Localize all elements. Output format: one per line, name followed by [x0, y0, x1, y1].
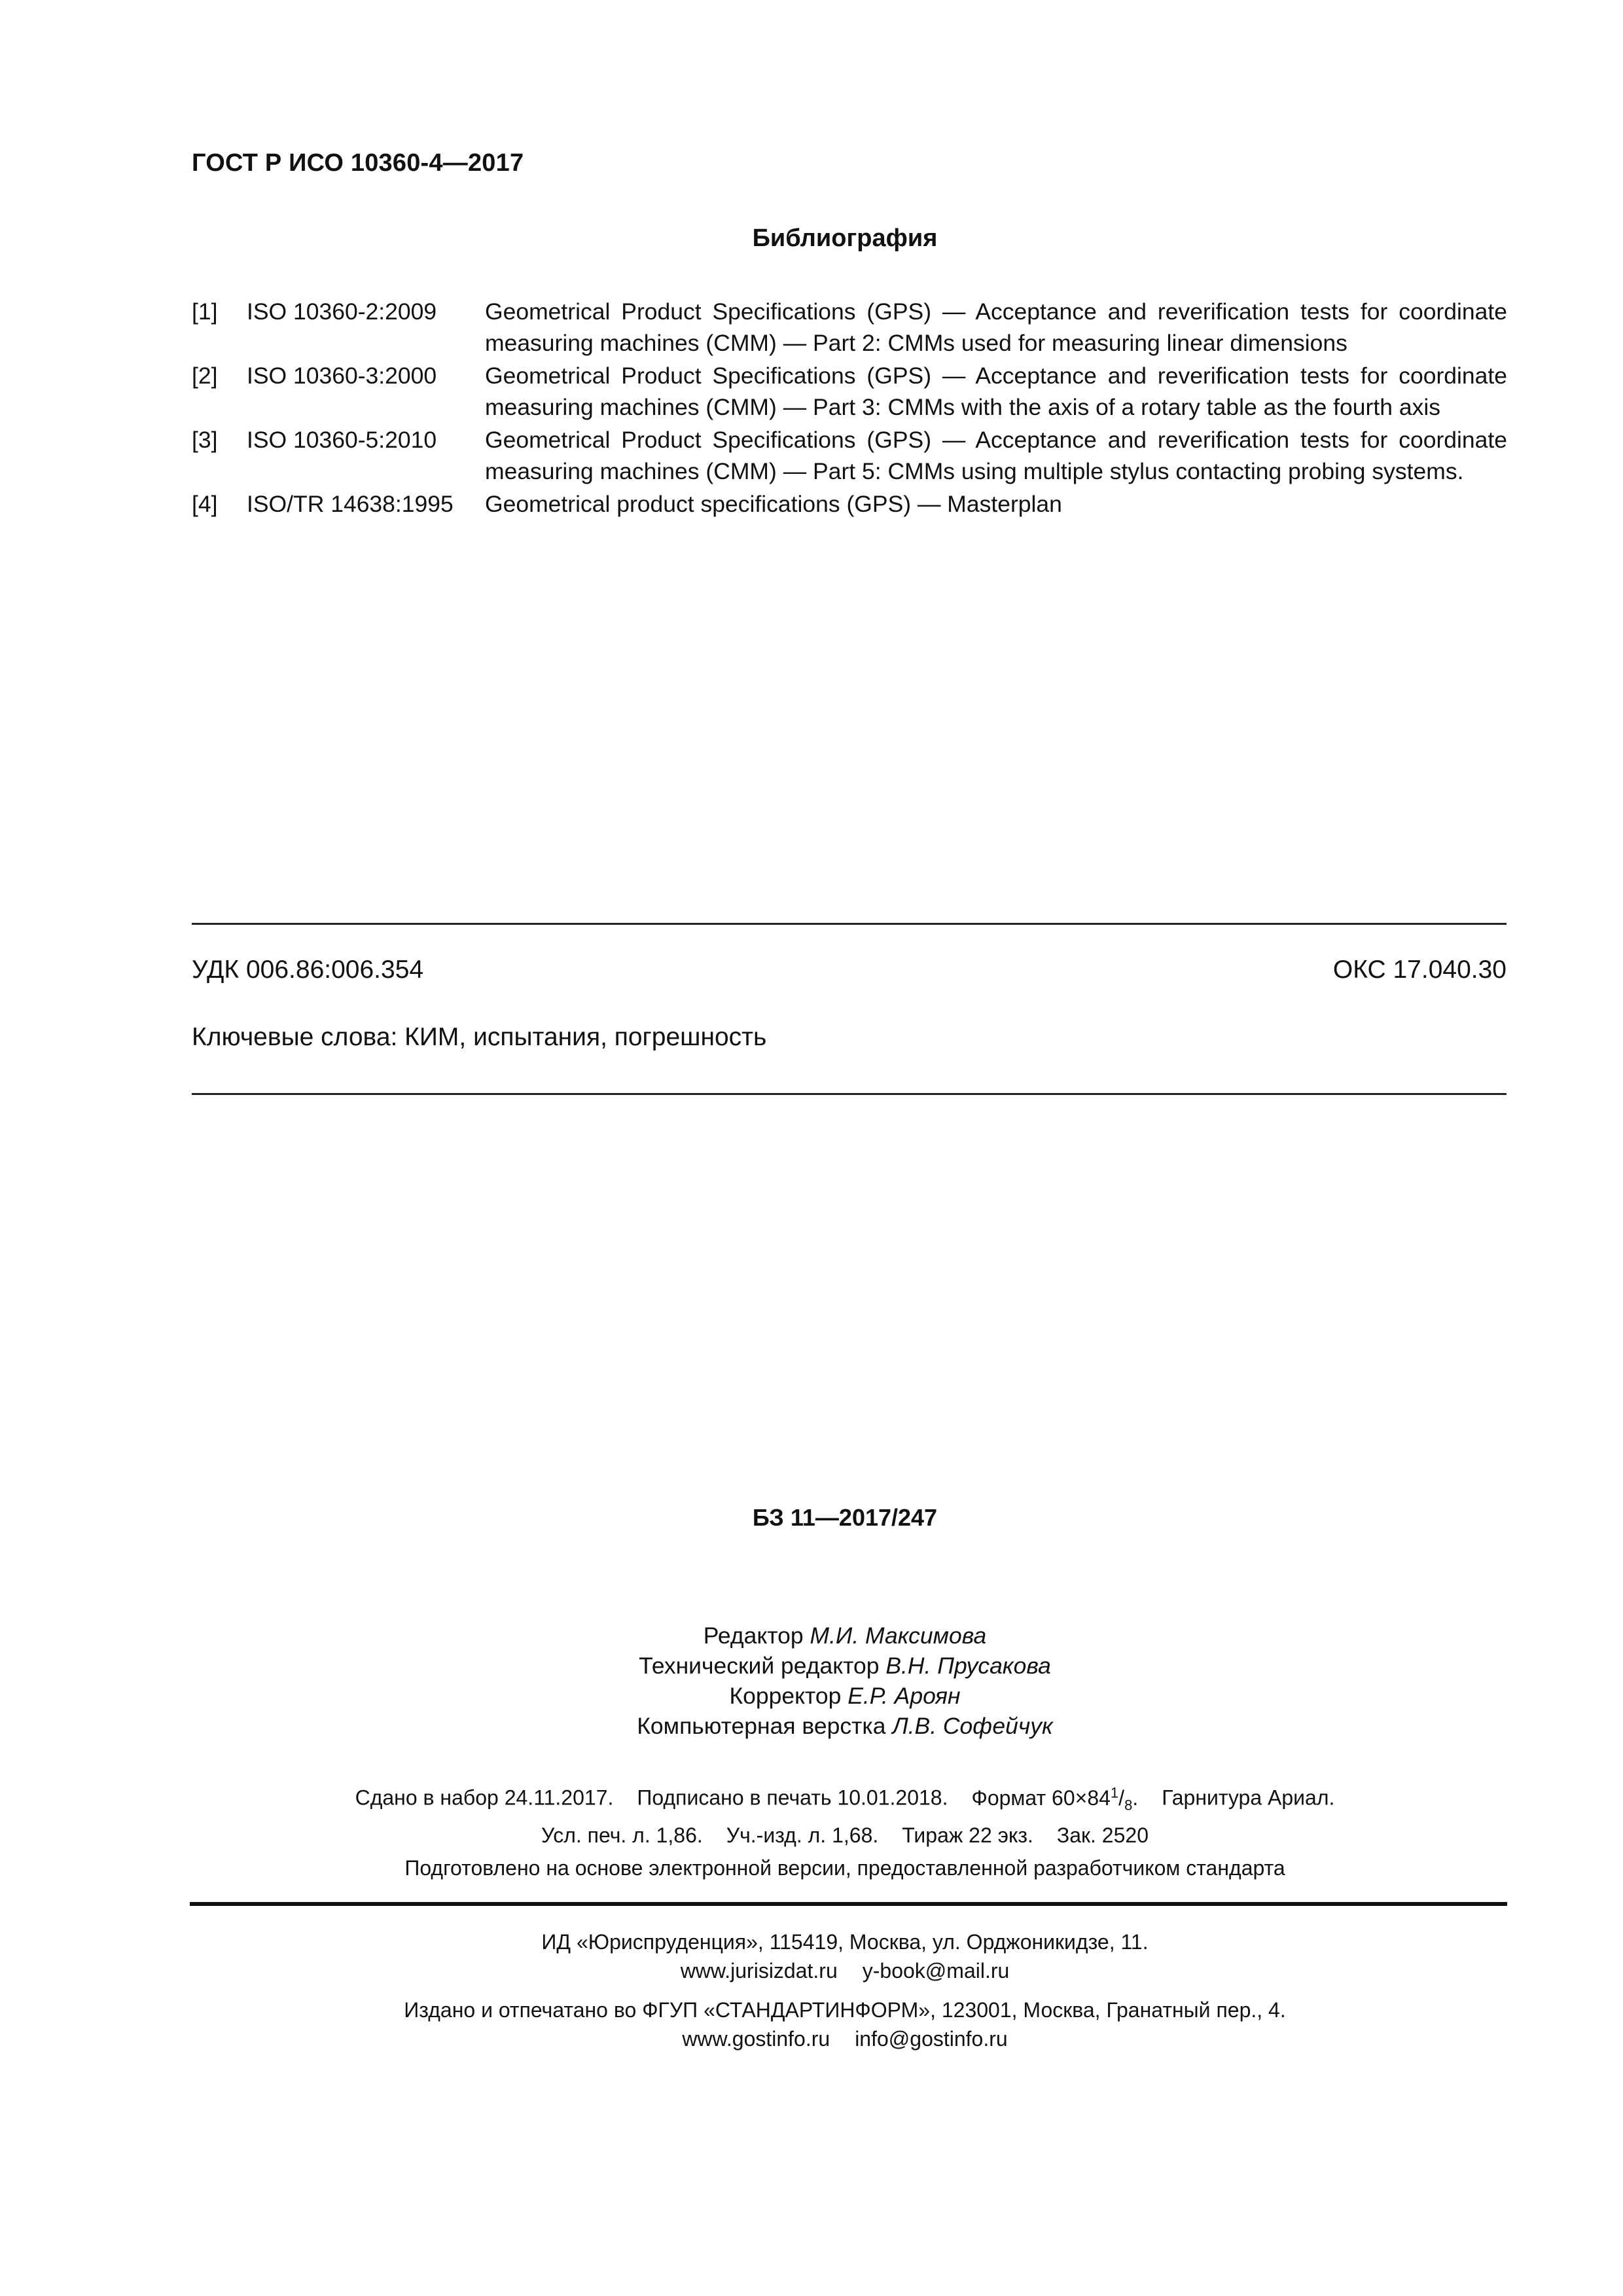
format-suffix: . [1132, 1785, 1139, 1810]
publisher-address: ИД «Юриспруденция», 115419, Москва, ул. Орджоникидзе, 11. [541, 1930, 1149, 1954]
document-number-header: ГОСТ Р ИСО 10360-4—2017 [192, 149, 524, 177]
order-number: Зак. 2520 [1056, 1823, 1149, 1848]
publisher-contacts [0, 1956, 1623, 1985]
print-details [0, 1778, 1623, 1850]
staff-role: Технический редактор [639, 1653, 880, 1679]
paper-format [971, 1784, 1139, 1814]
edition-sheets: Уч.-изд. л. 1,68. [726, 1823, 879, 1848]
entry-standard-code: ISO/TR 14638:1995 [247, 491, 454, 517]
entry-title: Geometrical Product Specifications (GPS) — Acceptance and reverification tests for coordinate measuring machines (CMM) — Part 2: CMMs used for measuring linear dimensions [485, 298, 1507, 356]
staff-name: М.И. Максимова [810, 1623, 987, 1649]
divider-bottom [192, 1093, 1507, 1095]
printer-website-link[interactable]: www.gostinfo.ru [682, 2027, 830, 2051]
printed-sheets: Усл. печ. л. 1,86. [541, 1823, 703, 1848]
printer-address: Издано и отпечатано во ФГУП «СТАНДАРТИНФОРМ», 123001, Москва, Гранатный пер., 4. [404, 1998, 1286, 2022]
print-details-line-2 [0, 1820, 1623, 1850]
entry-number: [2] [192, 363, 218, 389]
staff-role: Корректор [729, 1683, 842, 1709]
typeface: Гарнитура Ариал. [1162, 1785, 1335, 1810]
format-numerator: 1 [1110, 1784, 1119, 1801]
publisher-info [0, 1928, 1623, 1985]
bibliography-entry [192, 296, 1507, 359]
staff-proofreader [0, 1681, 1623, 1711]
editorial-staff [0, 1621, 1623, 1741]
entry-standard-code: ISO 10360-2:2009 [247, 298, 437, 325]
staff-name: Л.В. Софейчук [892, 1713, 1053, 1739]
prepared-note: Подготовлено на основе электронной версии, предоставленной разработчиком стандарта [404, 1856, 1285, 1880]
staff-name: В.Н. Прусакова [885, 1653, 1051, 1679]
staff-role: Редактор [703, 1623, 804, 1649]
signed-date: Подписано в печать 10.01.2018. [637, 1785, 948, 1810]
bibliography-entry [192, 488, 1507, 520]
entry-title: Geometrical Product Specifications (GPS) — Acceptance and reverification tests for coordinate measuring machines (CMM) — Part 3: CMMs with the axis of a rotary table as the fourth axis [485, 363, 1507, 420]
entry-standard-code: ISO 10360-3:2000 [247, 363, 437, 389]
staff-editor [0, 1621, 1623, 1651]
divider-top [192, 923, 1507, 925]
printer-email-link[interactable]: info@gostinfo.ru [855, 2027, 1008, 2051]
bibliography-title: Библиография [752, 224, 938, 252]
staff-name: Е.Р. Ароян [847, 1683, 961, 1709]
bibliography-entry [192, 424, 1507, 487]
entry-number: [1] [192, 298, 218, 325]
udc-code: УДК 006.86:006.354 [192, 956, 424, 984]
printer-info [0, 1996, 1623, 2053]
staff-layout [0, 1711, 1623, 1741]
entry-number: [4] [192, 491, 218, 517]
bz-number: БЗ 11—2017/247 [752, 1504, 938, 1531]
oks-code: ОКС 17.040.30 [1332, 956, 1507, 984]
format-slash: / [1118, 1785, 1125, 1810]
staff-role: Компьютерная верстка [637, 1713, 886, 1739]
entry-title: Geometrical product specifications (GPS) — Masterplan [485, 491, 1062, 517]
submitted-date: Сдано в набор 24.11.2017. [355, 1785, 614, 1810]
print-run: Тираж 22 экз. [902, 1823, 1033, 1848]
entry-standard-code: ISO 10360-5:2010 [247, 427, 437, 453]
format-denominator: 8 [1124, 1797, 1133, 1814]
keywords: Ключевые слова: КИМ, испытания, погрешность [192, 1023, 767, 1051]
print-details-line-1 [0, 1778, 1623, 1820]
footer-divider [190, 1902, 1507, 1906]
publisher-website-link[interactable]: www.jurisizdat.ru [680, 1959, 838, 1982]
entry-number: [3] [192, 427, 218, 453]
entry-title: Geometrical Product Specifications (GPS) — Acceptance and reverification tests for coordinate measuring machines (CMM) — Part 5: CMMs using multiple stylus contacting probing systems. [485, 427, 1507, 484]
printer-contacts [0, 2024, 1623, 2053]
publisher-email-link[interactable]: y-book@mail.ru [862, 1959, 1010, 1982]
format-prefix: Формат 60×84 [971, 1785, 1111, 1810]
staff-technical-editor [0, 1651, 1623, 1681]
bibliography-list [192, 296, 1507, 521]
bibliography-entry [192, 360, 1507, 423]
